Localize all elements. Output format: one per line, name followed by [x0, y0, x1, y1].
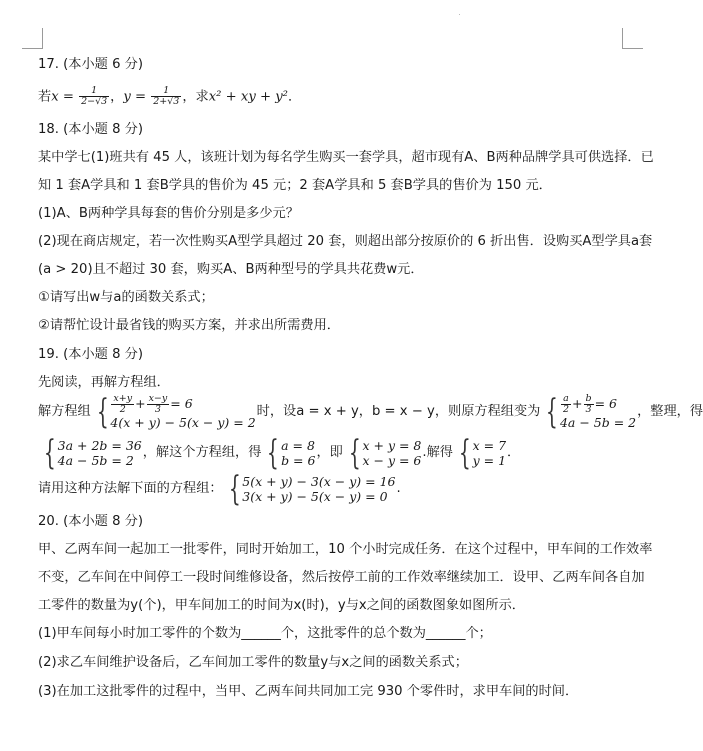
q19-sys1-plus: + — [135, 395, 146, 411]
brace-icon: { — [267, 433, 280, 473]
q17-frac2-den: 2+√3 — [153, 96, 180, 107]
q19-sys6-eq2: y = 1 — [472, 453, 507, 468]
q17-statement — [38, 86, 301, 107]
q19-task-line — [38, 469, 401, 509]
q19-sys2-eq2: 4a − 5b = 2 — [559, 414, 637, 430]
q18-paragraph-line2: 知 1 套A学具和 1 套B学具的售价为 45 元；2 套A学具和 5 套B学具的售价为 150 元． — [38, 178, 552, 193]
q19-sys6-eq1: x = 7 — [472, 438, 507, 453]
q19-system-final — [454, 433, 507, 473]
q19-solution-line2 — [38, 433, 521, 473]
q19-sys2-plus: + — [572, 395, 583, 411]
q20-paragraph-line1: 甲、乙两车间一起加工一批零件，同时开始加工，10 个小时完成任务．在这个过程中，甲车间的工作效率 — [38, 542, 653, 557]
q20-part1: (1)甲车间每小时加工零件的个数为______个，这批零件的总个数为______个； — [38, 626, 492, 641]
q18-part1: (1)A、B两种学具每套的售价分别是多少元？ — [38, 206, 299, 221]
q19-sys2-frac2-num: b — [585, 392, 592, 404]
brace-icon: { — [228, 469, 241, 509]
q19-sys4-eq1: a = 8 — [281, 438, 315, 453]
q19-system-substituted — [541, 394, 636, 431]
q19-sys2-eq1-rhs: = 6 — [594, 395, 617, 411]
q17-frac2-num: 1 — [151, 86, 181, 97]
q19-text-f: ． — [507, 445, 521, 460]
q19-solve-label: 解方程组 — [38, 404, 91, 419]
q19-sys5-eq1: x + y = 8 — [362, 438, 422, 453]
q18-part2-line2: (a > 20)且不超过 30 套，购买A、B两种型号的学具共花费w元． — [38, 262, 424, 277]
q19-text-e: .解得 — [422, 445, 453, 460]
q20-paragraph-line3: 工零件的数量为y(个)，甲车间加工的时间为x(时)，y与x之间的函数图象如图所示． — [38, 598, 525, 613]
q20-header: 20. (本小题 8 分) — [38, 514, 143, 529]
q19-text-d: ，即 — [316, 445, 343, 460]
q17-frac1 — [79, 86, 109, 107]
q19-sys2-frac2-den: 3 — [585, 403, 592, 415]
q19-sys1-eq1-rhs: = 6 — [170, 395, 193, 411]
q17-end: ． — [287, 89, 302, 105]
q19-sys3-eq1: 3a + 2b = 36 — [57, 438, 142, 453]
q19-sys2-frac1-den: 2 — [562, 403, 570, 415]
crop-mark-top-left — [22, 28, 43, 49]
q19-text-b: ，整理，得 — [637, 404, 703, 419]
q19-sys2-frac1-num: a — [561, 394, 571, 405]
q17-header: 17. (本小题 6 分) — [38, 57, 143, 72]
q18-paragraph-line1: 某中学七(1)班共有 45 人，该班计划为每名学生购买一套学具，超市现有A、B两种品牌学具可供选择．已 — [38, 150, 654, 165]
q17-expr: x² + xy + y² — [208, 89, 288, 105]
q19-task-system — [224, 469, 396, 509]
q19-solution-line1 — [38, 392, 703, 432]
q19-system-ab-solution — [262, 433, 316, 473]
brace-icon: { — [348, 433, 361, 473]
q18-header: 18. (本小题 8 分) — [38, 122, 143, 137]
q19-sys4-eq2: b = 6 — [281, 453, 316, 468]
q18-part2-line1: (2)现在商店规定，若一次性购买A型学具超过 20 套，则超出部分按原价的 6 折出售．设购买A型学具a套 — [38, 234, 653, 249]
q19-intro: 先阅读，再解方程组． — [38, 375, 170, 390]
q18-subpart1: ①请写出w与a的函数关系式； — [38, 290, 214, 305]
q17-frac2 — [151, 86, 181, 107]
q20-paragraph-line2: 不变，乙车间在中间停工一段时间维修设备，然后按停工前的工作效率继续加工．设甲、乙两车间各自加 — [38, 570, 645, 585]
q19-header: 19. (本小题 8 分) — [38, 347, 143, 362]
q18-subpart2: ②请帮忙设计最省钱的购买方案，并求出所需费用． — [38, 318, 340, 333]
q20-part2: (2)求乙车间维护设备后，乙车间加工零件的数量y与x之间的函数关系式； — [38, 655, 468, 670]
q19-sys7-eq2: 3(x + y) − 5(x − y) = 0 — [242, 489, 388, 504]
q19-sys3-eq2: 4a − 5b = 2 — [57, 453, 134, 468]
stray-dot — [459, 14, 460, 15]
q19-sys1-frac2-num: x−y — [148, 392, 168, 404]
brace-icon: { — [43, 433, 56, 473]
q19-text-a: 时，设a = x + y，b = x − y，则原方程组变为 — [256, 404, 541, 419]
q19-sys1-frac1-num: x+y — [113, 392, 133, 404]
brace-icon: { — [458, 433, 471, 473]
q19-sys5-eq2: x − y = 6 — [362, 453, 422, 468]
brace-icon: { — [546, 392, 559, 432]
q19-task-label: 请用这种方法解下面的方程组： — [38, 481, 223, 496]
q19-system-simplified — [39, 433, 142, 473]
q17-frac1-den: 2−√3 — [81, 96, 108, 107]
q19-sys7-eq1: 5(x + y) − 3(x − y) = 16 — [242, 474, 396, 489]
q19-sys1-frac2-den: 3 — [154, 403, 161, 415]
crop-mark-top-right — [622, 28, 643, 49]
brace-icon: { — [96, 392, 109, 432]
q19-task-end: . — [396, 481, 401, 496]
q19-text-c: ，解这个方程组，得 — [142, 445, 262, 460]
q19-system-original — [92, 394, 256, 431]
q19-system-xy — [344, 433, 422, 473]
q17-y-lhs: y = — [123, 89, 151, 105]
q17-prefix: 若 — [38, 89, 52, 105]
q19-sys1-frac1-den: 2 — [119, 403, 126, 415]
q17-x-lhs: x = — [51, 89, 79, 105]
q17-frac1-num: 1 — [79, 86, 109, 97]
q17-suffix: ，求 — [182, 89, 209, 105]
q19-sys1-eq2: 4(x + y) − 5(x − y) = 2 — [110, 414, 256, 430]
q20-part3: (3)在加工这批零件的过程中，当甲、乙两车间共同加工完 930 个零件时，求甲车间的时间． — [38, 684, 579, 699]
q17-mid: ， — [110, 89, 124, 105]
